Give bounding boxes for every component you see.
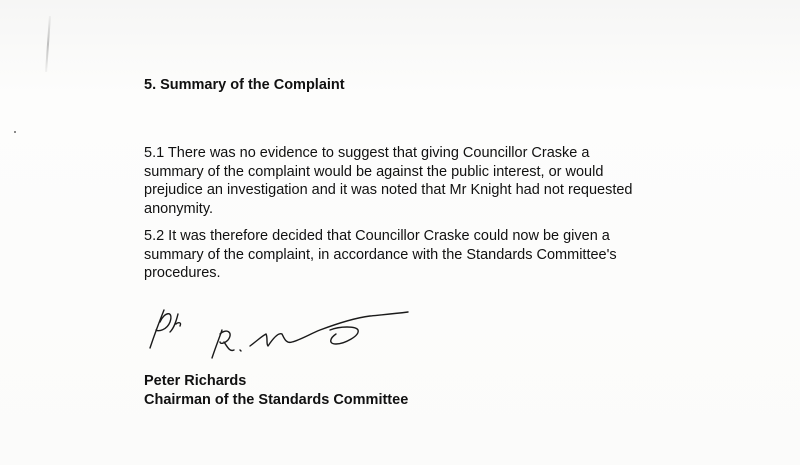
paragraph-5-2 <box>144 227 744 283</box>
paragraph-5-1 <box>144 144 744 218</box>
paragraph-line: 5.2 It was therefore decided that Councillor Craske could now be given a <box>144 228 610 244</box>
paragraph-line: procedures. <box>144 265 221 281</box>
signatory-title: Chairman of the Standards Committee <box>144 392 409 408</box>
paragraph-line: summary of the complaint would be against the public interest, or would <box>144 163 604 180</box>
paragraph-line: prejudice an investigation and it was noted that Mr Knight had not requested <box>144 182 633 198</box>
paragraph-line: anonymity. <box>144 200 214 217</box>
scan-speck <box>14 131 16 133</box>
section-heading: 5. Summary of the Complaint <box>144 77 345 93</box>
signatory-name: Peter Richards <box>144 373 247 389</box>
scan-fold-mark <box>45 16 51 72</box>
signature-icon <box>140 300 420 370</box>
paragraph-line: 5.1 There was no evidence to suggest that giving Councillor Craske a <box>144 145 590 161</box>
paragraph-line: summary of the complaint, in accordance with the Standards Committee's <box>144 246 617 263</box>
